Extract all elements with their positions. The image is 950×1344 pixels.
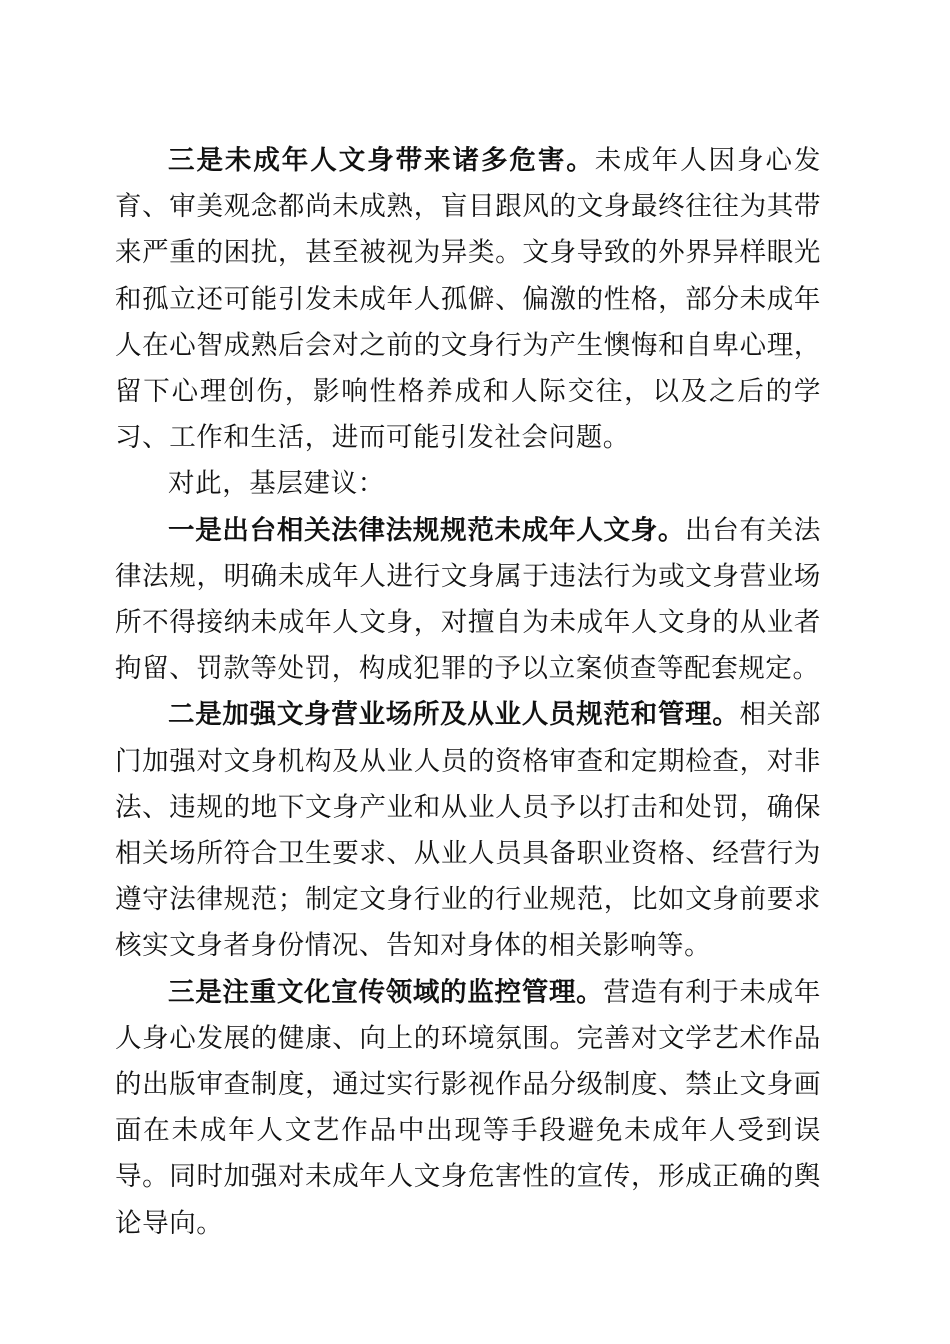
paragraph-heading: 三是注重文化宣传领域的监控管理。 — [168, 976, 604, 1008]
document-body — [115, 138, 821, 1247]
paragraph-text: 营造有利于未成年人身心发展的健康、向上的环境氛围。完善对文学艺术作品的出版审查制度，通过实行影视作品分级制度、禁止文身画面在未成年人文艺作品中出现等手段避免未成年人受到误导。同时加强对未成年人文身危害性的宣传，形成正确的舆论导向。 — [115, 976, 821, 1239]
paragraph-legislation — [115, 508, 821, 693]
paragraph-cultural-oversight — [115, 970, 821, 1247]
paragraph-text: 相关部门加强对文身机构及从业人员的资格审查和定期检查，对非法、违规的地下文身产业和从业人员予以打击和处罚，确保相关场所符合卫生要求、从业人员具备职业资格、经营行为遵守法律规范；制定文身行业的行业规范，比如文身前要求核实文身者身份情况、告知对身体的相关影响等。 — [115, 699, 821, 962]
paragraph-recommendation-intro — [115, 461, 821, 507]
paragraph-harms — [115, 138, 821, 461]
paragraph-text: 未成年人因身心发育、审美观念都尚未成熟，盲目跟风的文身最终往往为其带来严重的困扰，甚至被视为异类。文身导致的外界异样眼光和孤立还可能引发未成年人孤僻、偏激的性格，部分未成年人在心智成熟后会对之前的文身行为产生懊悔和自卑心理，留下心理创伤，影响性格养成和人际交往，以及之后的学习、工作和生活，进而可能引发社会问题。 — [115, 145, 821, 454]
paragraph-text: 对此，基层建议： — [168, 468, 385, 500]
paragraph-text: 出台有关法律法规，明确未成年人进行文身属于违法行为或文身营业场所不得接纳未成年人文身，对擅自为未成年人文身的从业者拘留、罚款等处罚，构成犯罪的予以立案侦查等配套规定。 — [115, 514, 821, 685]
paragraph-heading: 二是加强文身营业场所及从业人员规范和管理。 — [168, 699, 740, 731]
paragraph-regulation — [115, 692, 821, 969]
paragraph-heading: 一是出台相关法律法规规范未成年人文身。 — [168, 514, 686, 546]
paragraph-heading: 三是未成年人文身带来诸多危害。 — [168, 145, 595, 176]
